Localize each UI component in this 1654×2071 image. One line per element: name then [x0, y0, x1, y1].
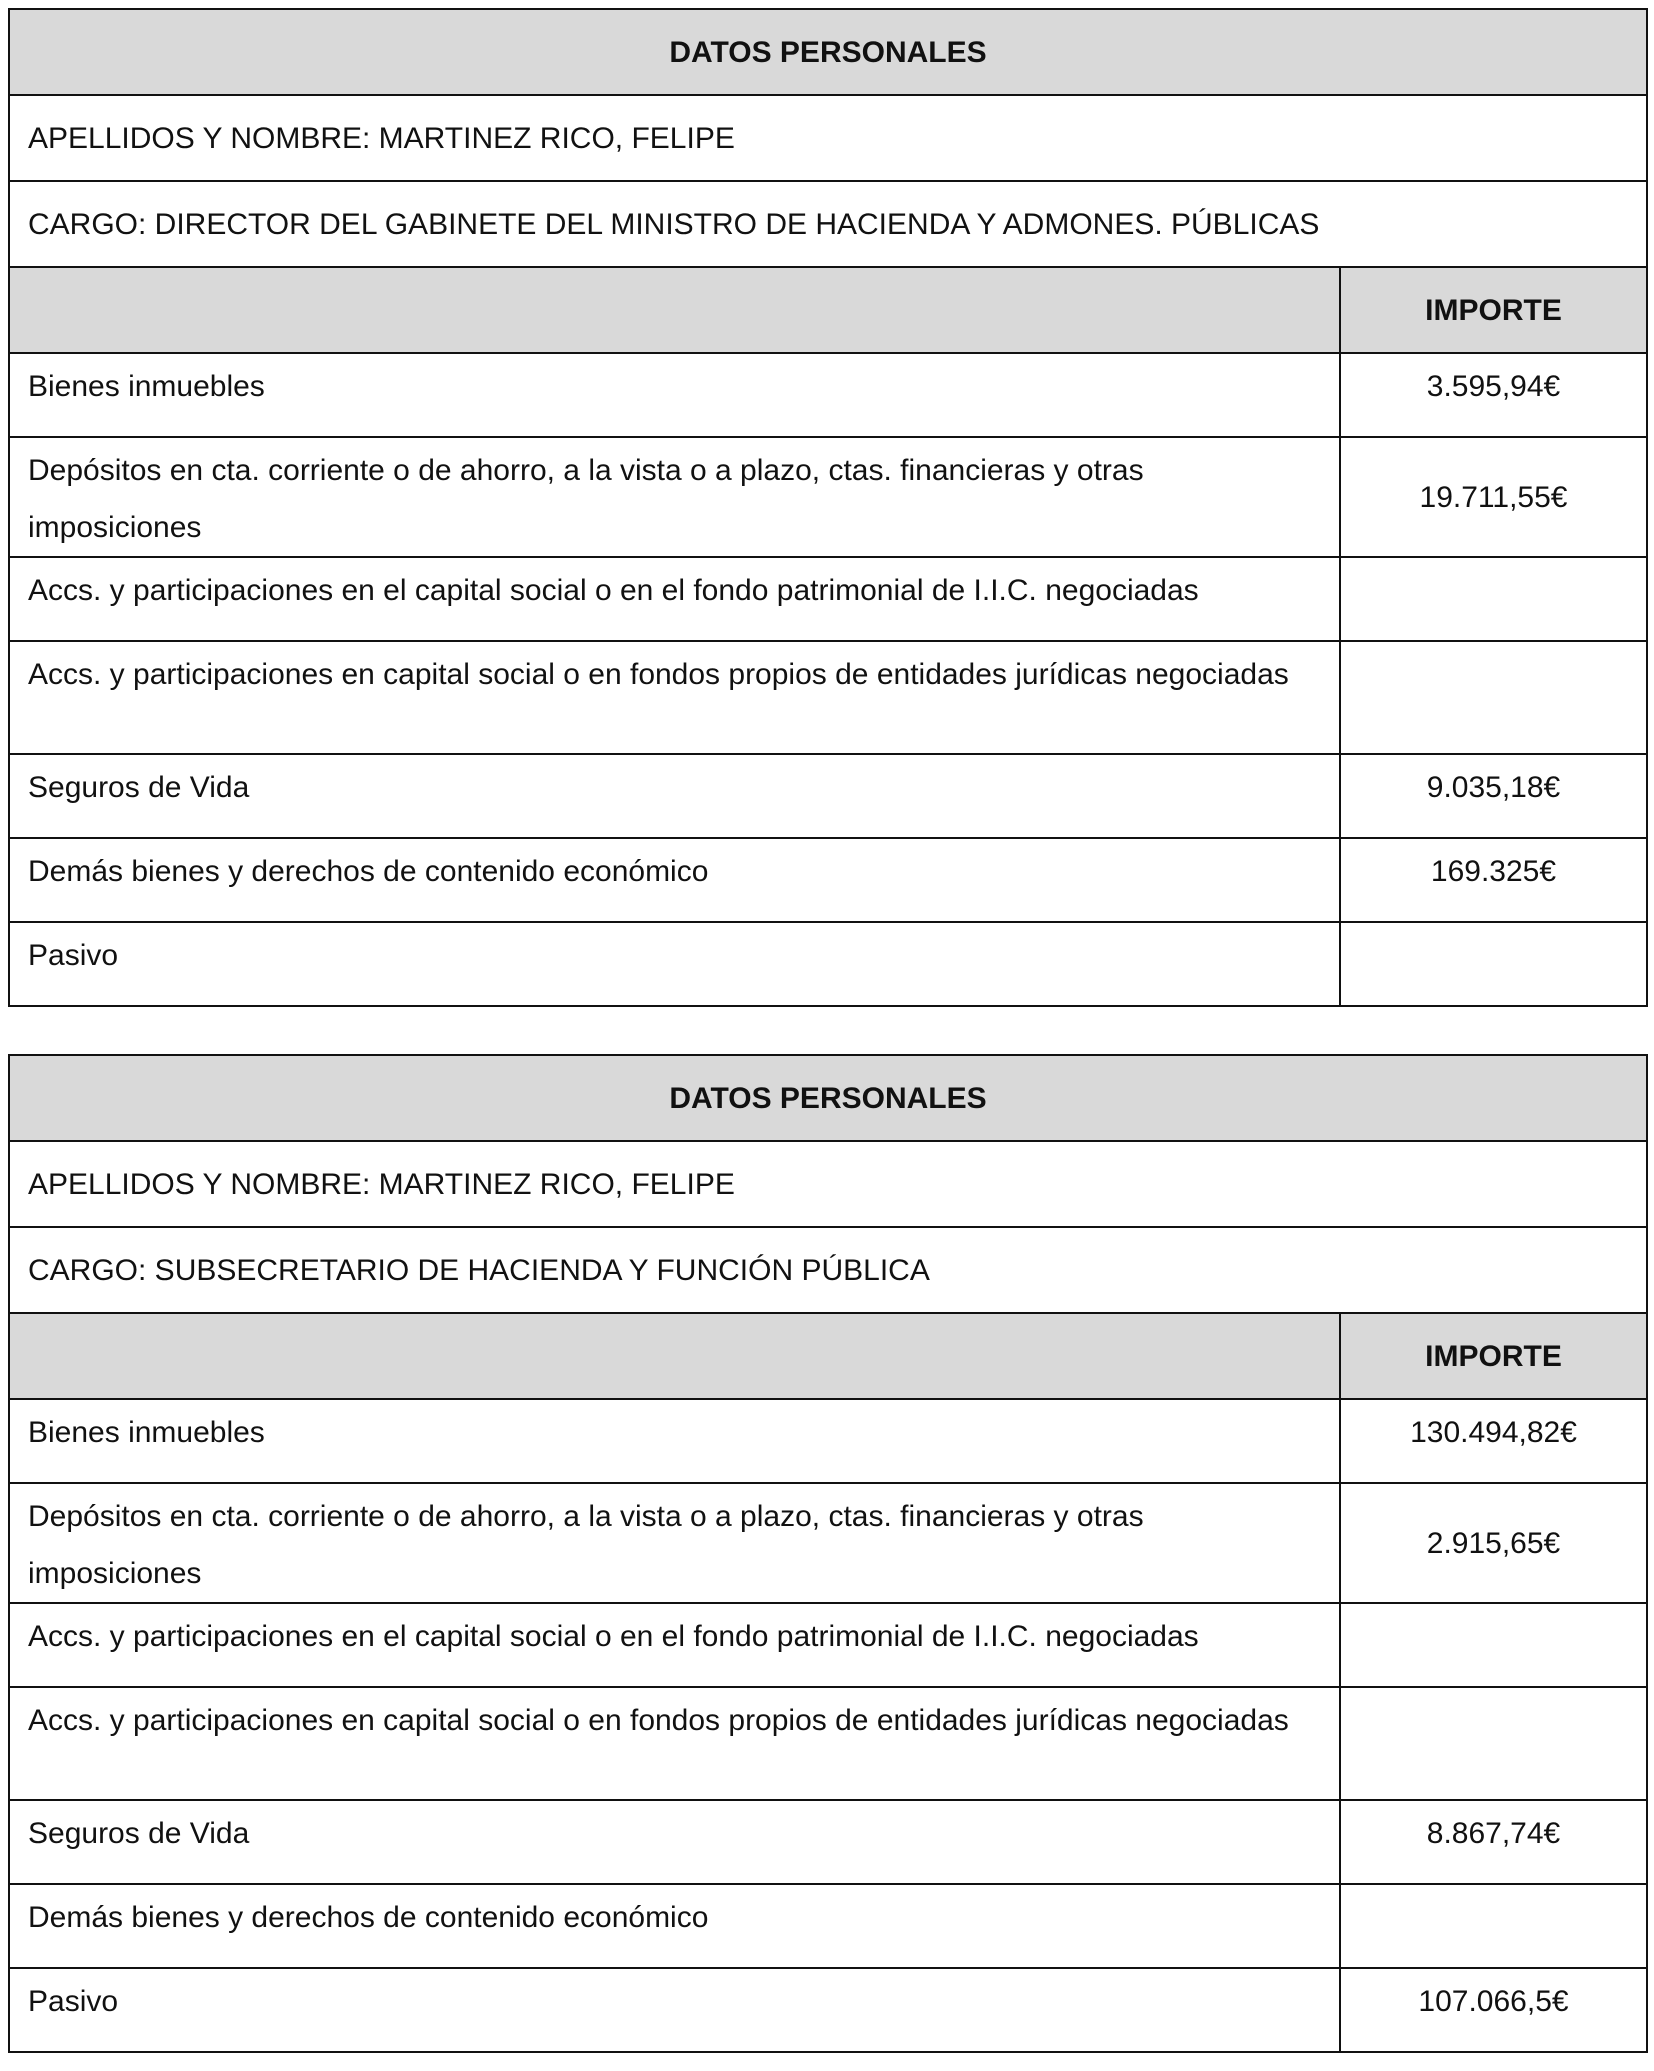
row-amount	[1340, 1603, 1647, 1687]
name-line: APELLIDOS Y NOMBRE: MARTINEZ RICO, FELIPE	[9, 95, 1647, 181]
table-title: DATOS PERSONALES	[9, 1055, 1647, 1141]
table-row	[9, 922, 1647, 1006]
amount-column-header: IMPORTE	[1340, 267, 1647, 353]
row-amount	[1340, 641, 1647, 754]
amount-column-header: IMPORTE	[1340, 1313, 1647, 1399]
row-amount	[1340, 557, 1647, 641]
row-label: Bienes inmuebles	[9, 353, 1340, 437]
table-row	[9, 1800, 1647, 1884]
table-row	[9, 353, 1647, 437]
table-title: DATOS PERSONALES	[9, 9, 1647, 95]
cargo-line: CARGO: DIRECTOR DEL GABINETE DEL MINISTRO DE HACIENDA Y ADMONES. PÚBLICAS	[9, 181, 1647, 267]
row-label: Accs. y participaciones en el capital social o en el fondo patrimonial de I.I.C. negociadas	[9, 557, 1340, 641]
declaration-table-2	[8, 1054, 1648, 2053]
table-row	[9, 754, 1647, 838]
row-label: Depósitos en cta. corriente o de ahorro, a la vista o a plazo, ctas. financieras y otras imposiciones	[9, 1483, 1340, 1603]
row-label: Demás bienes y derechos de contenido económico	[9, 838, 1340, 922]
row-label: Accs. y participaciones en el capital social o en el fondo patrimonial de I.I.C. negociadas	[9, 1603, 1340, 1687]
row-label: Accs. y participaciones en capital social o en fondos propios de entidades jurídicas negociadas	[9, 1687, 1340, 1800]
row-amount: 130.494,82€	[1340, 1399, 1647, 1483]
table-row	[9, 1968, 1647, 2052]
row-amount	[1340, 1687, 1647, 1800]
declaration-table-1	[8, 8, 1648, 1007]
row-amount: 3.595,94€	[1340, 353, 1647, 437]
row-amount: 107.066,5€	[1340, 1968, 1647, 2052]
row-amount: 2.915,65€	[1340, 1483, 1647, 1603]
table-row	[9, 557, 1647, 641]
table-row	[9, 1603, 1647, 1687]
table-row	[9, 1687, 1647, 1800]
row-label: Depósitos en cta. corriente o de ahorro, a la vista o a plazo, ctas. financieras y otras imposiciones	[9, 437, 1340, 557]
row-amount: 8.867,74€	[1340, 1800, 1647, 1884]
row-label: Pasivo	[9, 1968, 1340, 2052]
row-amount: 9.035,18€	[1340, 754, 1647, 838]
row-amount: 169.325€	[1340, 838, 1647, 922]
row-amount	[1340, 1884, 1647, 1968]
row-label: Seguros de Vida	[9, 754, 1340, 838]
row-label: Bienes inmuebles	[9, 1399, 1340, 1483]
label-column-header	[9, 267, 1340, 353]
row-label: Seguros de Vida	[9, 1800, 1340, 1884]
cargo-line: CARGO: SUBSECRETARIO DE HACIENDA Y FUNCIÓN PÚBLICA	[9, 1227, 1647, 1313]
row-amount	[1340, 922, 1647, 1006]
table-row	[9, 437, 1647, 557]
table-row	[9, 1399, 1647, 1483]
row-label: Demás bienes y derechos de contenido económico	[9, 1884, 1340, 1968]
table-row	[9, 1884, 1647, 1968]
table-row	[9, 641, 1647, 754]
row-label: Accs. y participaciones en capital social o en fondos propios de entidades jurídicas negociadas	[9, 641, 1340, 754]
table-row	[9, 1483, 1647, 1603]
label-column-header	[9, 1313, 1340, 1399]
row-label: Pasivo	[9, 922, 1340, 1006]
row-amount: 19.711,55€	[1340, 437, 1647, 557]
name-line: APELLIDOS Y NOMBRE: MARTINEZ RICO, FELIPE	[9, 1141, 1647, 1227]
table-row	[9, 838, 1647, 922]
